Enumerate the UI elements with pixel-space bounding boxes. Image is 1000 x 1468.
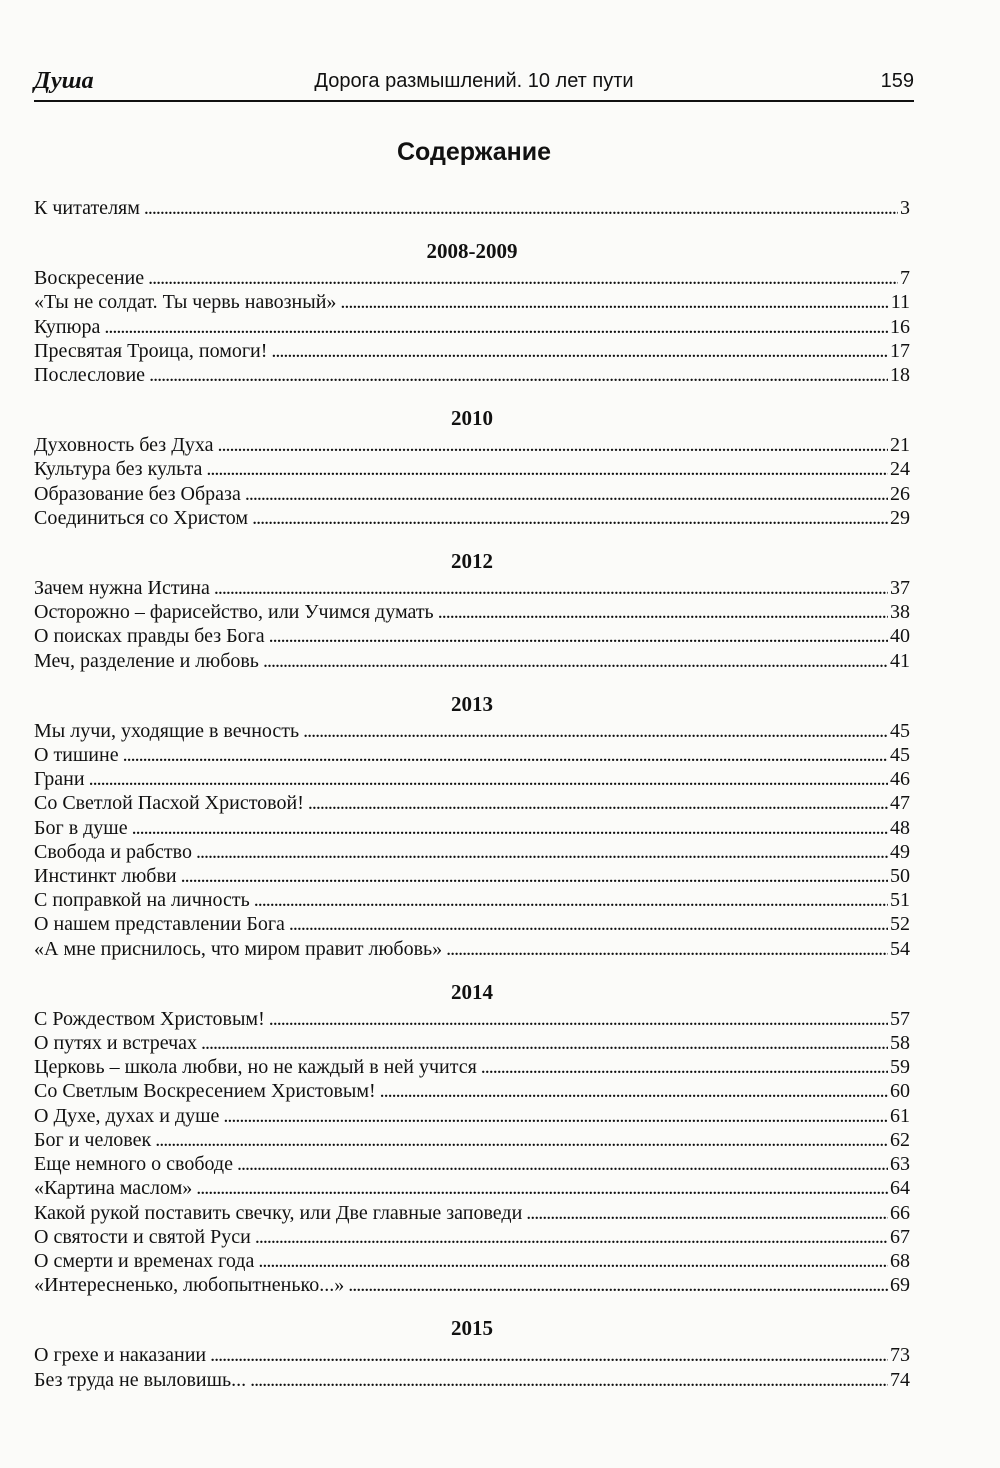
toc-entry-title: Осторожно – фарисейство, или Учимся думать [34, 601, 434, 624]
dot-leader [254, 888, 888, 912]
dot-leader [263, 649, 888, 673]
dot-leader [217, 433, 888, 457]
toc-entry[interactable] [34, 937, 910, 961]
toc-entry[interactable] [34, 912, 910, 936]
toc-entry-page: 40 [890, 625, 910, 648]
toc-entry-title: С Рождеством Христовым! [34, 1007, 265, 1030]
toc-entry[interactable] [34, 649, 910, 673]
toc-entry-title: Духовность без Духа [34, 434, 214, 457]
dot-leader [104, 315, 888, 339]
section-year-heading: 2014 [451, 979, 493, 1004]
toc-entry-page: 58 [890, 1032, 910, 1055]
toc-entry[interactable] [34, 816, 910, 840]
toc-entry-page: 3 [900, 197, 910, 219]
toc-entry-page: 59 [890, 1056, 910, 1079]
toc-entry-page: 41 [890, 649, 910, 672]
journal-logo: Душа [34, 68, 94, 94]
toc-entry[interactable] [34, 363, 910, 387]
toc-entry-title: Инстинкт любви [34, 865, 177, 888]
toc-entry-title: Образование без Образа [34, 482, 241, 505]
dot-leader [132, 816, 888, 840]
toc-entry-title: Бог и человек [34, 1128, 152, 1151]
toc-entry-page: 7 [900, 267, 910, 290]
toc-entry-title: «Картина маслом» [34, 1177, 193, 1200]
toc-entry-page: 21 [890, 434, 910, 457]
toc-entry-page: 64 [890, 1177, 910, 1200]
toc-entry-title: О Духе, духах и душе [34, 1104, 220, 1127]
dot-leader [438, 600, 888, 624]
toc-entry[interactable] [34, 1176, 910, 1200]
toc-entry-page: 50 [890, 865, 910, 888]
toc-entry-title: О тишине [34, 744, 119, 767]
toc-entry-page: 63 [890, 1153, 910, 1176]
toc-entry-page: 48 [890, 816, 910, 839]
toc-entry-page: 46 [890, 768, 910, 791]
toc-entry-page: 24 [890, 458, 910, 481]
toc-entry[interactable] [34, 1273, 910, 1297]
toc-entry[interactable] [34, 1152, 910, 1176]
dot-leader [144, 196, 898, 220]
toc-entry-title: Еще немного о свободе [34, 1153, 233, 1176]
toc-entry-page: 57 [890, 1007, 910, 1030]
toc-entry-title: О поисках правды без Бога [34, 625, 265, 648]
toc-entry[interactable] [34, 1128, 910, 1152]
dot-leader [271, 339, 888, 363]
toc-entry[interactable] [34, 266, 910, 290]
toc-entry-page: 26 [890, 482, 910, 505]
toc-entry[interactable] [34, 196, 910, 220]
dot-leader [237, 1152, 888, 1176]
toc-entry-page: 68 [890, 1249, 910, 1272]
toc-entry[interactable] [34, 600, 910, 624]
dot-leader [269, 624, 888, 648]
toc-entry-page: 38 [890, 601, 910, 624]
toc-entry-title: Со Светлой Пасхой Христовой! [34, 792, 304, 815]
toc-entry-page: 45 [890, 719, 910, 742]
dot-leader [89, 767, 888, 791]
toc-entry[interactable] [34, 433, 910, 457]
running-title: Дорога размышлений. 10 лет пути [314, 70, 634, 92]
section-year-heading: 2013 [451, 691, 493, 716]
toc-entry-page: 37 [890, 577, 910, 600]
toc-entry[interactable] [34, 1079, 910, 1103]
dot-leader [303, 719, 888, 743]
dot-leader [123, 743, 888, 767]
dot-leader [308, 791, 888, 815]
toc-entry-page: 11 [890, 291, 910, 314]
dot-leader [196, 840, 888, 864]
dot-leader [210, 1343, 888, 1367]
toc-entry-page: 16 [890, 315, 910, 338]
toc-entry[interactable] [34, 1031, 910, 1055]
toc-entry-page: 45 [890, 744, 910, 767]
toc-entry-title: Соединиться со Христом [34, 506, 249, 529]
dot-leader [223, 1104, 888, 1128]
dot-leader [214, 576, 888, 600]
dot-leader [348, 1273, 888, 1297]
toc-entry[interactable] [34, 457, 910, 481]
dot-leader [526, 1201, 888, 1225]
dot-leader [196, 1176, 888, 1200]
toc-entry-title: Пресвятая Троица, помоги! [34, 339, 268, 362]
toc-entry[interactable] [34, 1225, 910, 1249]
toc-entry-page: 49 [890, 840, 910, 863]
toc-entry[interactable] [34, 1249, 910, 1273]
toc-entry-page: 74 [890, 1368, 910, 1391]
dot-leader [289, 912, 888, 936]
toc-entry-page: 17 [890, 339, 910, 362]
toc-entry-page: 61 [890, 1104, 910, 1127]
toc-entry-title: Какой рукой поставить свечку, или Две главные заповеди [34, 1201, 523, 1224]
toc-entry[interactable] [34, 624, 910, 648]
toc-entry[interactable] [34, 888, 910, 912]
toc-entry-page: 66 [890, 1201, 910, 1224]
page-header [34, 62, 914, 102]
section-year-heading: 2012 [451, 549, 493, 574]
toc-entry-title: О смерти и временах года [34, 1249, 255, 1272]
toc-entry-title: К читателям [34, 197, 140, 219]
toc-heading: Содержание [396, 138, 552, 166]
toc-entry[interactable] [34, 1343, 910, 1367]
dot-leader [481, 1055, 888, 1079]
section-year-heading: 2008-2009 [426, 239, 518, 264]
toc-entry-page: 54 [890, 937, 910, 960]
dot-leader [250, 1368, 888, 1392]
dot-leader [255, 1225, 888, 1249]
toc-entry-title: «Ты не солдат. Ты червь навозный» [34, 291, 337, 314]
dot-leader [340, 290, 888, 314]
toc-entry[interactable] [34, 1201, 910, 1225]
toc-entry-title: Мы лучи, уходящие в вечность [34, 719, 300, 742]
toc-entry[interactable] [34, 290, 910, 314]
toc-entry[interactable] [34, 1007, 910, 1031]
toc-entry-page: 51 [890, 889, 910, 912]
toc-entry-title: Со Светлым Воскресением Христовым! [34, 1080, 376, 1103]
toc-entry-title: О грехе и наказании [34, 1344, 207, 1367]
toc-entry-title: Купюра [34, 315, 101, 338]
toc-entry-title: Послесловие [34, 364, 146, 387]
dot-leader [269, 1007, 888, 1031]
toc-entry-title: О святости и святой Руси [34, 1225, 251, 1248]
toc-entry-title: Воскресение [34, 267, 145, 290]
dot-leader [148, 266, 898, 290]
toc-entry-title: Церковь – школа любви, но не каждый в ней учится [34, 1056, 477, 1079]
toc-entry-title: Бог в душе [34, 816, 128, 839]
section-year-heading: 2015 [451, 1316, 493, 1341]
table-of-contents [34, 196, 910, 1392]
toc-entry-title: Зачем нужна Истина [34, 577, 210, 600]
dot-leader [252, 506, 888, 530]
dot-leader [181, 864, 888, 888]
toc-entry-page: 62 [890, 1128, 910, 1151]
toc-entry[interactable] [34, 482, 910, 506]
toc-entry[interactable] [34, 743, 910, 767]
toc-entry[interactable] [34, 315, 910, 339]
dot-leader [258, 1249, 888, 1273]
toc-entry-title: «Интересненько, любопытненько...» [34, 1274, 345, 1297]
toc-entry[interactable] [34, 840, 910, 864]
dot-leader [149, 363, 888, 387]
dot-leader [446, 937, 888, 961]
toc-entry[interactable] [34, 506, 910, 530]
toc-entry[interactable] [34, 719, 910, 743]
toc-entry-page: 18 [890, 364, 910, 387]
toc-entry-page: 67 [890, 1225, 910, 1248]
toc-entry[interactable] [34, 576, 910, 600]
dot-leader [380, 1079, 888, 1103]
dot-leader [155, 1128, 888, 1152]
toc-entry[interactable] [34, 1368, 910, 1392]
toc-entry-title: Грани [34, 768, 85, 791]
toc-entry-page: 69 [890, 1274, 910, 1297]
toc-entry-page: 60 [890, 1080, 910, 1103]
toc-entry-title: Без труда не выловишь... [34, 1368, 247, 1391]
page-number: 159 [880, 70, 914, 92]
dot-leader [201, 1031, 888, 1055]
toc-entry[interactable] [34, 1055, 910, 1079]
toc-entry-title: С поправкой на личность [34, 889, 250, 912]
toc-entry-page: 52 [890, 913, 910, 936]
toc-entry-title: О путях и встречах [34, 1032, 198, 1055]
toc-entry[interactable] [34, 339, 910, 363]
toc-entry-title: Культура без культа [34, 458, 203, 481]
toc-entry-title: О нашем представлении Бога [34, 913, 285, 936]
toc-entry[interactable] [34, 767, 910, 791]
toc-entry[interactable] [34, 791, 910, 815]
toc-entry-page: 47 [890, 792, 910, 815]
dot-leader [245, 482, 888, 506]
toc-entry-title: Меч, разделение и любовь [34, 649, 259, 672]
toc-entry[interactable] [34, 1104, 910, 1128]
toc-entry-page: 73 [890, 1344, 910, 1367]
toc-entry-page: 29 [890, 506, 910, 529]
section-year-heading: 2010 [451, 406, 493, 431]
dot-leader [206, 457, 888, 481]
toc-entry-title: Свобода и рабство [34, 840, 192, 863]
toc-entry-title: «А мне приснилось, что миром правит любовь» [34, 937, 443, 960]
toc-entry[interactable] [34, 864, 910, 888]
